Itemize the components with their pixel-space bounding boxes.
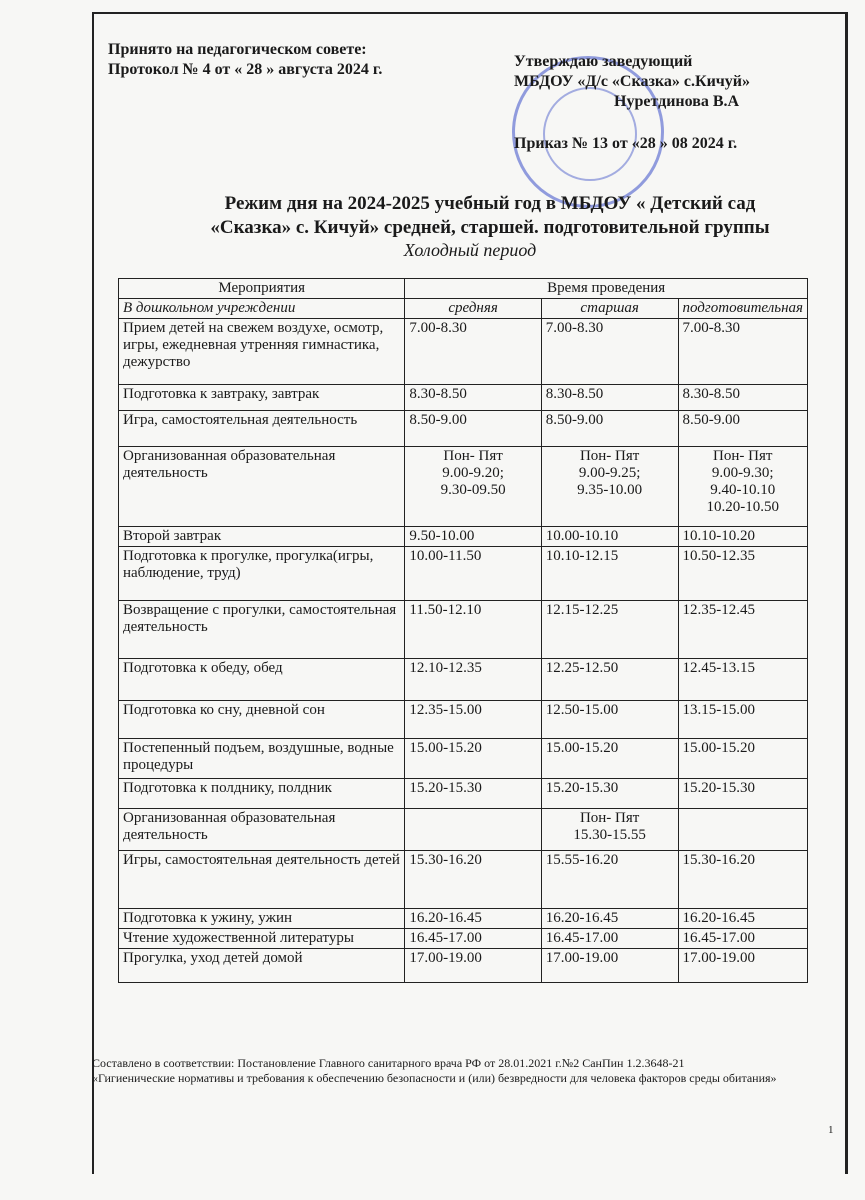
time-cell: 10.00-10.10	[541, 527, 678, 547]
time-cell: 8.30-8.50	[678, 385, 808, 411]
schedule-table	[118, 278, 808, 983]
time-cell: 15.30-16.20	[678, 851, 808, 909]
time-cell: 13.15-15.00	[678, 701, 808, 739]
page-number: 1	[828, 1124, 834, 1136]
table-row	[119, 851, 808, 909]
table-row	[119, 909, 808, 929]
activity-cell: Второй завтрак	[119, 527, 405, 547]
footer-line-2: «Гигиенические нормативы и требования к обеспечению безопасности и (или) безвредности для человека факторов среды обитания»	[92, 1071, 777, 1085]
time-cell: 10.10-12.15	[541, 547, 678, 601]
activity-cell: Подготовка к ужину, ужин	[119, 909, 405, 929]
activity-cell: Подготовка ко сну, дневной сон	[119, 701, 405, 739]
activity-cell: Подготовка к прогулке, прогулка(игры, наблюдение, труд)	[119, 547, 405, 601]
time-cell: 12.25-12.50	[541, 659, 678, 701]
activity-cell: Возвращение с прогулки, самостоятельная деятельность	[119, 601, 405, 659]
footer-line-1: Составлено в соответствии: Постановление Главного санитарного врача РФ от 28.01.2021 г.№2 СанПин 1.2.3648-21	[92, 1056, 685, 1070]
activity-cell: Подготовка к обеду, обед	[119, 659, 405, 701]
table-header-row	[119, 279, 808, 299]
time-cell: 7.00-8.30	[678, 319, 808, 385]
group-header-senior: старшая	[541, 299, 678, 319]
table-row	[119, 547, 808, 601]
activity-cell: Постепенный подъем, воздушные, водные процедуры	[119, 739, 405, 779]
time-cell: 10.10-10.20	[678, 527, 808, 547]
time-cell: 15.20-15.30	[541, 779, 678, 809]
activity-cell: Игры, самостоятельная деятельность детей	[119, 851, 405, 909]
col-activities-header: Мероприятия	[119, 279, 405, 299]
table-row	[119, 601, 808, 659]
time-cell: 12.45-13.15	[678, 659, 808, 701]
activity-cell: Подготовка к завтраку, завтрак	[119, 385, 405, 411]
time-cell: 16.45-17.00	[678, 929, 808, 949]
time-cell: 17.00-19.00	[541, 949, 678, 983]
approval-block	[108, 40, 382, 80]
time-cell	[678, 809, 808, 851]
time-cell: 15.20-15.30	[405, 779, 541, 809]
time-cell: 16.45-17.00	[541, 929, 678, 949]
table-row	[119, 779, 808, 809]
time-cell: 12.35-12.45	[678, 601, 808, 659]
group-header-middle: средняя	[405, 299, 541, 319]
head-name: Нуретдинова В.А	[614, 93, 740, 110]
approved-block	[514, 52, 750, 154]
time-cell: 15.30-16.20	[405, 851, 541, 909]
approved-line-1: Утверждаю заведующий	[514, 53, 693, 70]
time-cell: 15.00-15.20	[678, 739, 808, 779]
time-cell	[405, 809, 541, 851]
table-row	[119, 659, 808, 701]
time-cell: 8.30-8.50	[541, 385, 678, 411]
approved-line-2: МБДОУ «Д/с «Сказка» с.Кичуй»	[514, 73, 751, 90]
document-title	[150, 192, 830, 240]
activity-cell: Прогулка, уход детей домой	[119, 949, 405, 983]
table-row	[119, 929, 808, 949]
table-row	[119, 949, 808, 983]
time-cell: 17.00-19.00	[405, 949, 541, 983]
time-cell: 15.00-15.20	[405, 739, 541, 779]
time-cell: 17.00-19.00	[678, 949, 808, 983]
time-cell: 9.50-10.00	[405, 527, 541, 547]
time-cell: Пон- Пят 9.00-9.25; 9.35-10.00	[541, 447, 678, 527]
time-cell: 12.35-15.00	[405, 701, 541, 739]
table-row	[119, 319, 808, 385]
table-row	[119, 701, 808, 739]
activity-cell: Чтение художественной литературы	[119, 929, 405, 949]
table-subheader-row	[119, 299, 808, 319]
time-cell: 8.50-9.00	[541, 411, 678, 447]
section-header: В дошкольном учреждении	[119, 299, 405, 319]
time-cell: 11.50-12.10	[405, 601, 541, 659]
approval-line-1: Принято на педагогическом совете:	[108, 41, 367, 58]
activity-cell: Подготовка к полднику, полдник	[119, 779, 405, 809]
time-cell: 16.20-16.45	[678, 909, 808, 929]
time-cell: 10.00-11.50	[405, 547, 541, 601]
time-cell: 8.50-9.00	[405, 411, 541, 447]
time-cell: 7.00-8.30	[405, 319, 541, 385]
title-line-2: «Сказка» с. Кичуй» средней, старшей. подготовительной группы	[210, 217, 770, 238]
time-cell: 16.45-17.00	[405, 929, 541, 949]
time-cell: Пон- Пят 9.00-9.30; 9.40-10.10 10.20-10.50	[678, 447, 808, 527]
time-cell: 12.15-12.25	[541, 601, 678, 659]
table-row	[119, 809, 808, 851]
activity-cell: Игра, самостоятельная деятельность	[119, 411, 405, 447]
time-cell: 12.50-15.00	[541, 701, 678, 739]
activity-cell: Организованная образовательная деятельность	[119, 447, 405, 527]
time-cell: Пон- Пят 9.00-9.20; 9.30-09.50	[405, 447, 541, 527]
time-cell: 15.00-15.20	[541, 739, 678, 779]
col-time-header: Время проведения	[405, 279, 808, 299]
activity-cell: Организованная образовательная деятельность	[119, 809, 405, 851]
title-line-1: Режим дня на 2024-2025 учебный год в МБДОУ « Детский сад	[224, 193, 756, 214]
table-row	[119, 411, 808, 447]
time-cell: 16.20-16.45	[541, 909, 678, 929]
time-cell: 16.20-16.45	[405, 909, 541, 929]
time-cell: 15.55-16.20	[541, 851, 678, 909]
time-cell: 8.50-9.00	[678, 411, 808, 447]
time-cell: 7.00-8.30	[541, 319, 678, 385]
table-row	[119, 385, 808, 411]
time-cell: 8.30-8.50	[405, 385, 541, 411]
period-subtitle: Холодный период	[403, 240, 537, 260]
time-cell: 15.20-15.30	[678, 779, 808, 809]
time-cell: Пон- Пят 15.30-15.55	[541, 809, 678, 851]
group-header-prep: подготовительная	[678, 299, 808, 319]
table-row	[119, 447, 808, 527]
footer-note	[92, 1056, 792, 1086]
order-line: Приказ № 13 от «28 » 08 2024 г.	[514, 135, 738, 152]
time-cell: 12.10-12.35	[405, 659, 541, 701]
approval-line-2: Протокол № 4 от « 28 » августа 2024 г.	[108, 61, 383, 78]
time-cell: 10.50-12.35	[678, 547, 808, 601]
table-row	[119, 527, 808, 547]
activity-cell: Прием детей на свежем воздухе, осмотр, игры, ежедневная утренняя гимнастика, дежурство	[119, 319, 405, 385]
table-row	[119, 739, 808, 779]
